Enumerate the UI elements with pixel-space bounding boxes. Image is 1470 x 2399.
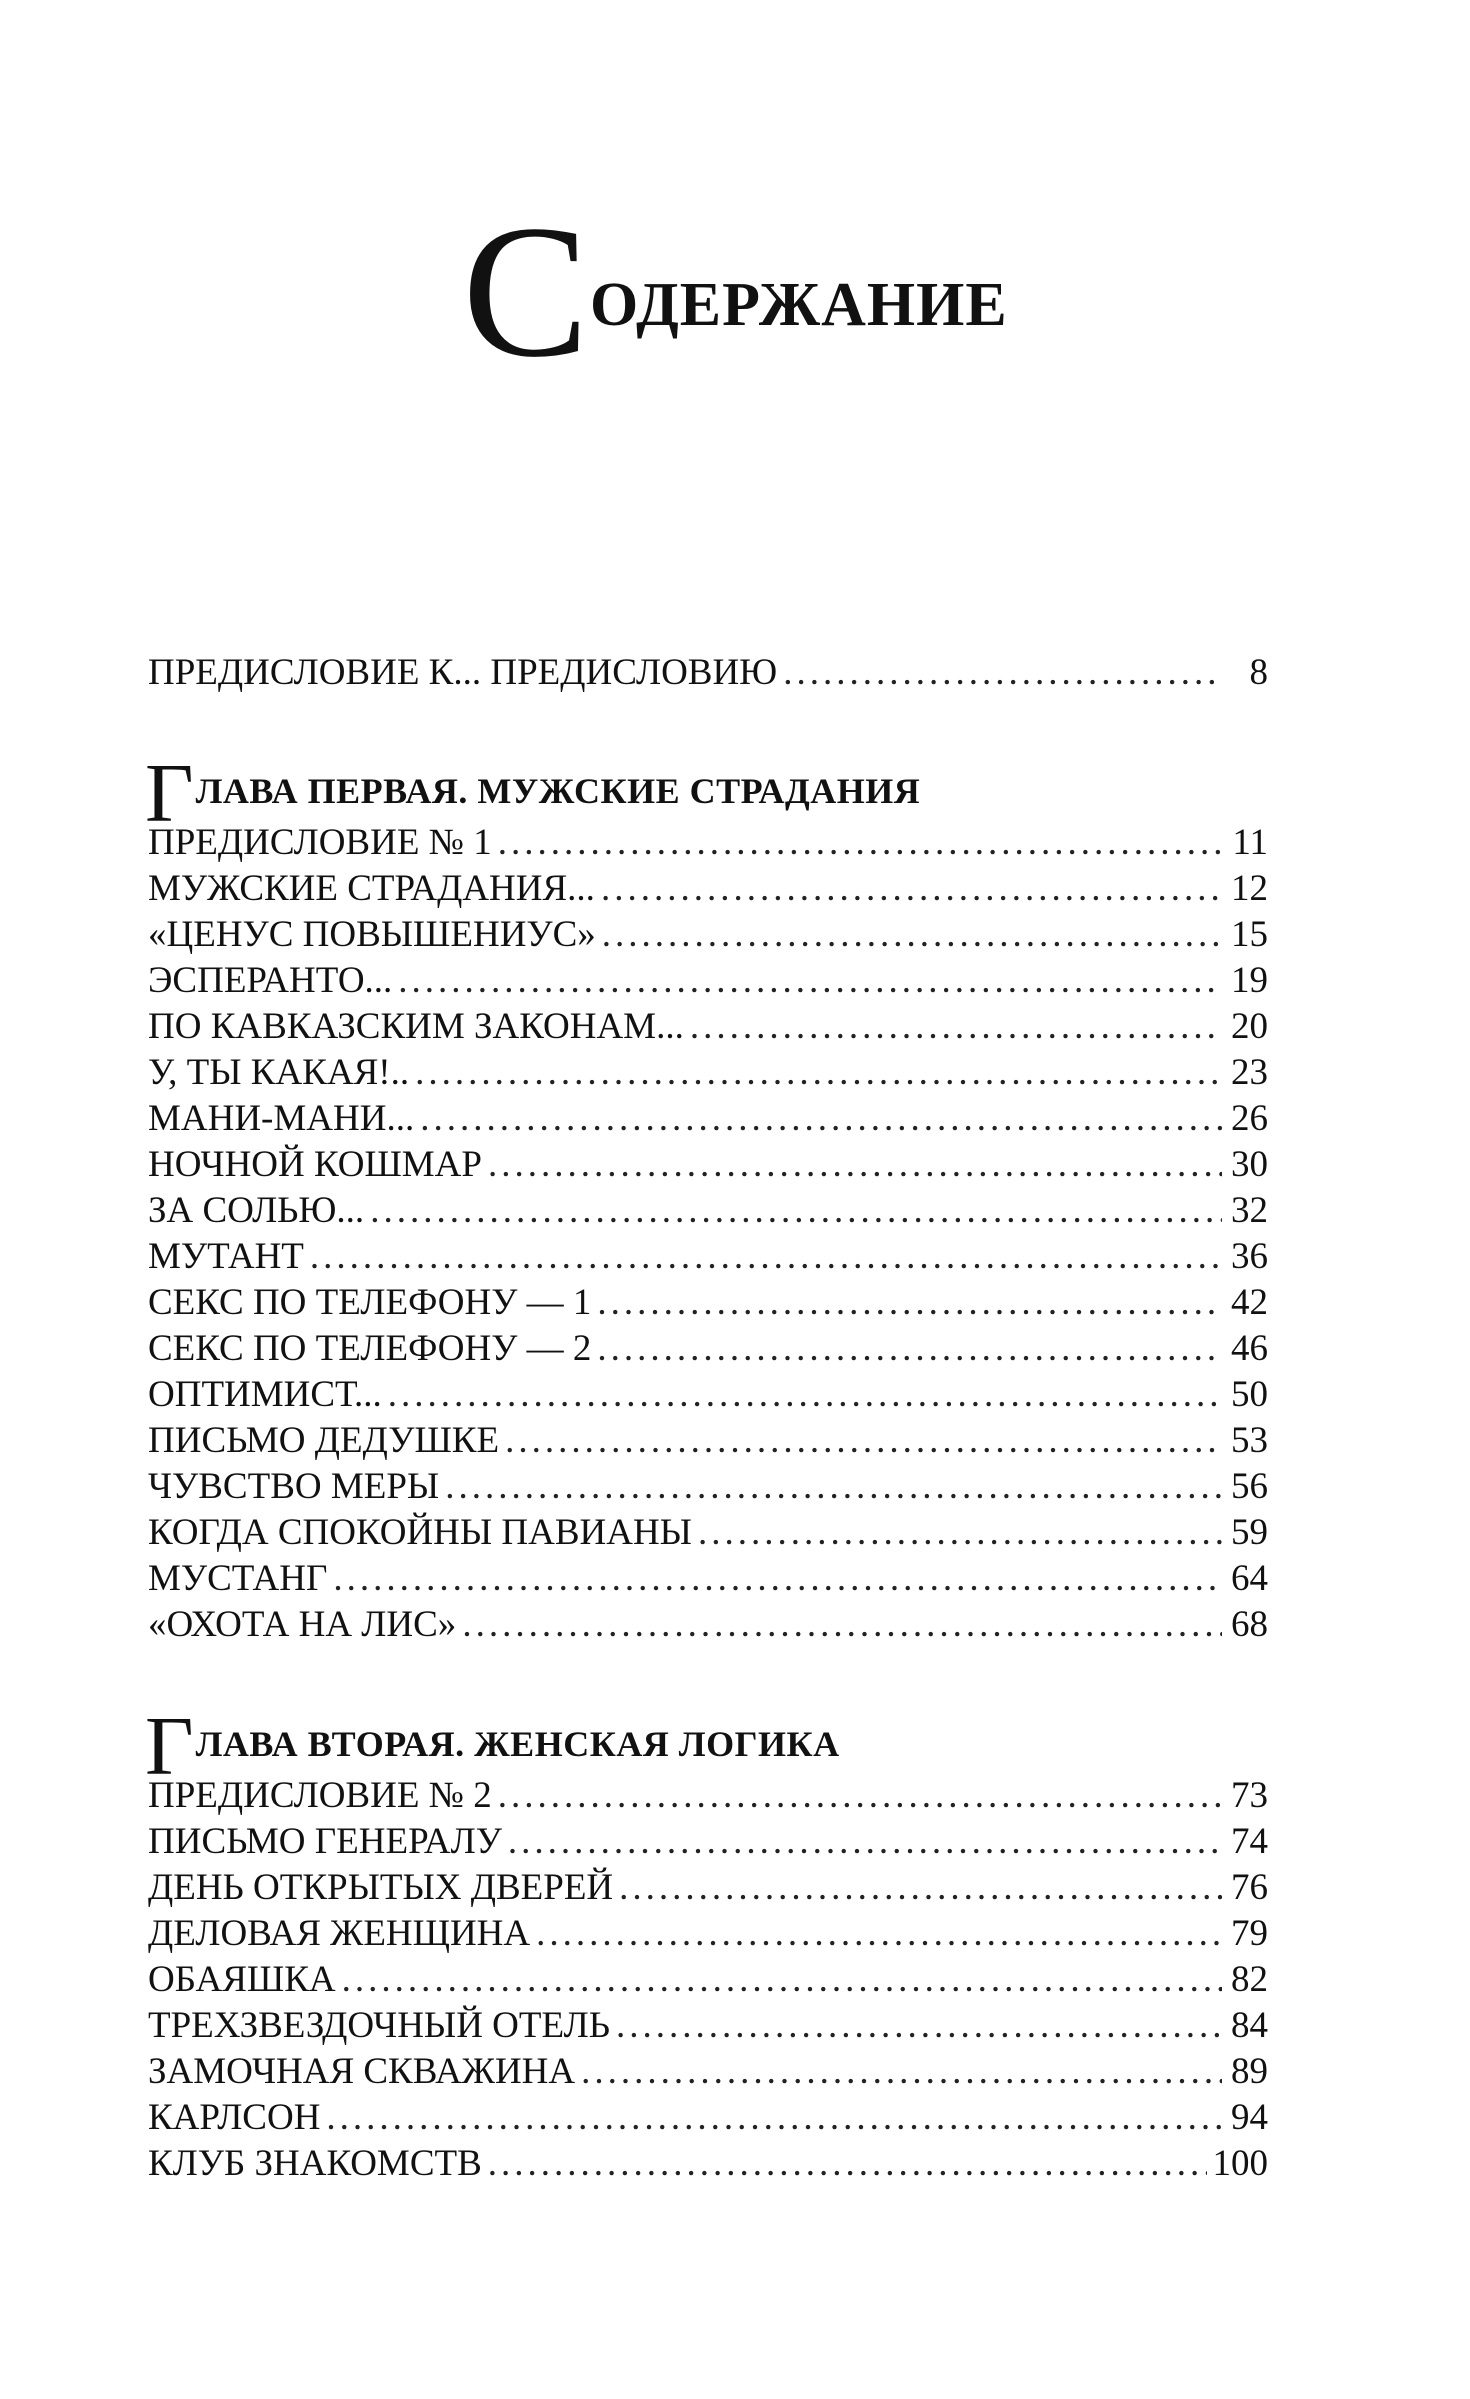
toc-entry[interactable] (148, 1280, 1268, 1326)
dot-leader (597, 1326, 1222, 1372)
toc-entry-page: 64 (1231, 1558, 1268, 1599)
dot-leader (445, 1464, 1222, 1510)
chapter-2-entries (148, 1773, 1268, 2187)
toc-entry-page: 74 (1231, 1821, 1268, 1862)
chapter-title: ЛАВА ПЕРВАЯ. МУЖСКИЕ СТРАДАНИЯ (195, 771, 921, 811)
toc-entry-title: СЕКС ПО ТЕЛЕФОНУ — 2 (148, 1328, 592, 1369)
toc-entry-title: МУТАНТ (148, 1236, 304, 1277)
toc-entry-title: КОГДА СПОКОЙНЫ ПАВИАНЫ (148, 1512, 692, 1553)
title-rest: ОДЕРЖАНИЕ (590, 271, 1008, 339)
toc-entry-title: ДЕЛОВАЯ ЖЕНЩИНА (148, 1913, 531, 1954)
toc-entry-title: СЕКС ПО ТЕЛЕФОНУ — 1 (148, 1282, 592, 1323)
toc-entry[interactable] (148, 1602, 1268, 1648)
toc-entry-page: 84 (1231, 2005, 1268, 2046)
toc-entry[interactable] (148, 1326, 1268, 1372)
chapter-initial: Г (145, 747, 194, 840)
toc-entry-page: 53 (1231, 1420, 1268, 1461)
toc-entry-title: ЗА СОЛЬЮ... (148, 1190, 365, 1231)
toc-entry-title: ПИСЬМО ДЕДУШКЕ (148, 1420, 500, 1461)
toc-entry-page: 68 (1231, 1604, 1268, 1645)
toc-entry-page: 26 (1231, 1098, 1268, 1139)
toc-entry-page: 20 (1231, 1006, 1268, 1047)
toc-entry[interactable] (148, 2095, 1268, 2141)
toc-entry-title: «ОХОТА НА ЛИС» (148, 1604, 457, 1645)
toc-entry-page: 8 (1249, 652, 1268, 693)
dot-leader (388, 1372, 1222, 1418)
dot-leader (597, 1280, 1222, 1326)
toc-entry[interactable] (148, 1418, 1268, 1464)
toc-entry-page: 73 (1231, 1775, 1268, 1816)
toc-entry-title: ОБАЯШКА (148, 1959, 336, 2000)
dot-leader (536, 1911, 1222, 1957)
toc-entry-title: ДЕНЬ ОТКРЫТЫХ ДВЕРЕЙ (148, 1867, 614, 1908)
toc-entry[interactable] (148, 1773, 1268, 1819)
dot-leader (462, 1602, 1222, 1648)
dot-leader (398, 958, 1222, 1004)
toc-entry-title: ПРЕДИСЛОВИЕ № 2 (148, 1775, 492, 1816)
toc-entry-page: 56 (1231, 1466, 1268, 1507)
dot-leader (342, 1957, 1222, 2003)
chapter-initial: Г (145, 1700, 194, 1793)
toc-entry-title: КЛУБ ЗНАКОМСТВ (148, 2143, 482, 2184)
toc-entry-page: 36 (1231, 1236, 1268, 1277)
toc-entry-title: ЭСПЕРАНТО... (148, 960, 393, 1001)
toc-entry-title: ОПТИМИСТ... (148, 1374, 382, 1415)
toc-entry-title: У, ТЫ КАКАЯ!.. (148, 1052, 410, 1093)
toc-entry[interactable] (148, 2049, 1268, 2095)
toc-entry[interactable] (148, 1510, 1268, 1556)
preface-entry-block (148, 650, 1268, 696)
toc-entry[interactable] (148, 1096, 1268, 1142)
toc-entry[interactable] (148, 1004, 1268, 1050)
toc-entry-page: 50 (1231, 1374, 1268, 1415)
toc-entry-title: КАРЛСОН (148, 2097, 321, 2138)
toc-entry-title: МУСТАНГ (148, 1558, 328, 1599)
toc-entry-title: ЧУВСТВО МЕРЫ (148, 1466, 440, 1507)
dot-leader (415, 1050, 1222, 1096)
dot-leader (488, 1142, 1222, 1188)
dot-leader (616, 2003, 1222, 2049)
toc-entry[interactable] (148, 1142, 1268, 1188)
toc-entry-title: ТРЕХЗВЕЗДОЧНЫЙ ОТЕЛЬ (148, 2005, 610, 2046)
toc-entry-page: 89 (1231, 2051, 1268, 2092)
toc-entry-title: ПРЕДИСЛОВИЕ № 1 (148, 822, 492, 863)
dot-leader (508, 1819, 1222, 1865)
toc-entry-page: 79 (1231, 1913, 1268, 1954)
toc-entry-page: 30 (1231, 1144, 1268, 1185)
toc-entry-page: 11 (1232, 822, 1268, 863)
toc-entry[interactable] (148, 1865, 1268, 1911)
dot-leader (619, 1865, 1222, 1911)
toc-entry-page: 46 (1231, 1328, 1268, 1369)
dot-leader (310, 1234, 1222, 1280)
dot-leader (498, 1773, 1222, 1819)
dot-leader (326, 2095, 1222, 2141)
toc-entry-page: 19 (1231, 960, 1268, 1001)
toc-entry[interactable] (148, 1957, 1268, 2003)
toc-entry-title: «ЦЕНУС ПОВЫШЕНИУС» (148, 914, 596, 955)
chapter-title: ЛАВА ВТОРАЯ. ЖЕНСКАЯ ЛОГИКА (195, 1724, 840, 1764)
toc-entry-title: ПРЕДИСЛОВИЕ К... ПРЕДИСЛОВИЮ (148, 652, 778, 693)
toc-entry[interactable] (148, 820, 1268, 866)
toc-entry[interactable] (148, 1234, 1268, 1280)
toc-entry[interactable] (148, 1819, 1268, 1865)
dot-leader (420, 1096, 1222, 1142)
toc-entry-page: 32 (1231, 1190, 1268, 1231)
toc-entry-page: 23 (1231, 1052, 1268, 1093)
toc-entry-page: 12 (1231, 868, 1268, 909)
toc-entry-page: 100 (1212, 2143, 1268, 2184)
dot-leader (601, 866, 1222, 912)
page-title (0, 187, 1470, 397)
dot-leader (698, 1510, 1222, 1556)
toc-entry-title: НОЧНОЙ КОШМАР (148, 1144, 482, 1185)
toc-entry[interactable] (148, 1372, 1268, 1418)
dot-leader (690, 1004, 1222, 1050)
toc-entry[interactable] (148, 2141, 1268, 2187)
toc-entry[interactable] (148, 1050, 1268, 1096)
toc-entry-preface[interactable] (148, 650, 1268, 696)
toc-entry[interactable] (148, 1188, 1268, 1234)
dot-leader (498, 820, 1222, 866)
chapter-1-entries (148, 820, 1268, 1648)
toc-entry[interactable] (148, 912, 1268, 958)
toc-entry[interactable] (148, 1464, 1268, 1510)
dot-leader (505, 1418, 1222, 1464)
title-initial: С (462, 187, 590, 397)
toc-entry-page: 15 (1231, 914, 1268, 955)
toc-entry[interactable] (148, 1556, 1268, 1602)
dot-leader (488, 2141, 1207, 2187)
dot-leader (783, 650, 1222, 696)
dot-leader (370, 1188, 1222, 1234)
toc-entry-page: 42 (1231, 1282, 1268, 1323)
toc-entry[interactable] (148, 1911, 1268, 1957)
toc-entry-title: ПО КАВКАЗСКИМ ЗАКОНАМ... (148, 1006, 684, 1047)
toc-entry-title: МАНИ-МАНИ... (148, 1098, 415, 1139)
toc-entry-page: 76 (1231, 1867, 1268, 1908)
dot-leader (581, 2049, 1222, 2095)
toc-entry-page: 94 (1231, 2097, 1268, 2138)
toc-entry[interactable] (148, 866, 1268, 912)
toc-entry-page: 82 (1231, 1959, 1268, 2000)
toc-entry-title: МУЖСКИЕ СТРАДАНИЯ... (148, 868, 595, 909)
toc-entry-page: 59 (1231, 1512, 1268, 1553)
toc-entry-title: ЗАМОЧНАЯ СКВАЖИНА (148, 2051, 576, 2092)
toc-entry-title: ПИСЬМО ГЕНЕРАЛУ (148, 1821, 502, 1862)
toc-entry[interactable] (148, 958, 1268, 1004)
toc-entry[interactable] (148, 2003, 1268, 2049)
dot-leader (333, 1556, 1222, 1602)
dot-leader (602, 912, 1222, 958)
